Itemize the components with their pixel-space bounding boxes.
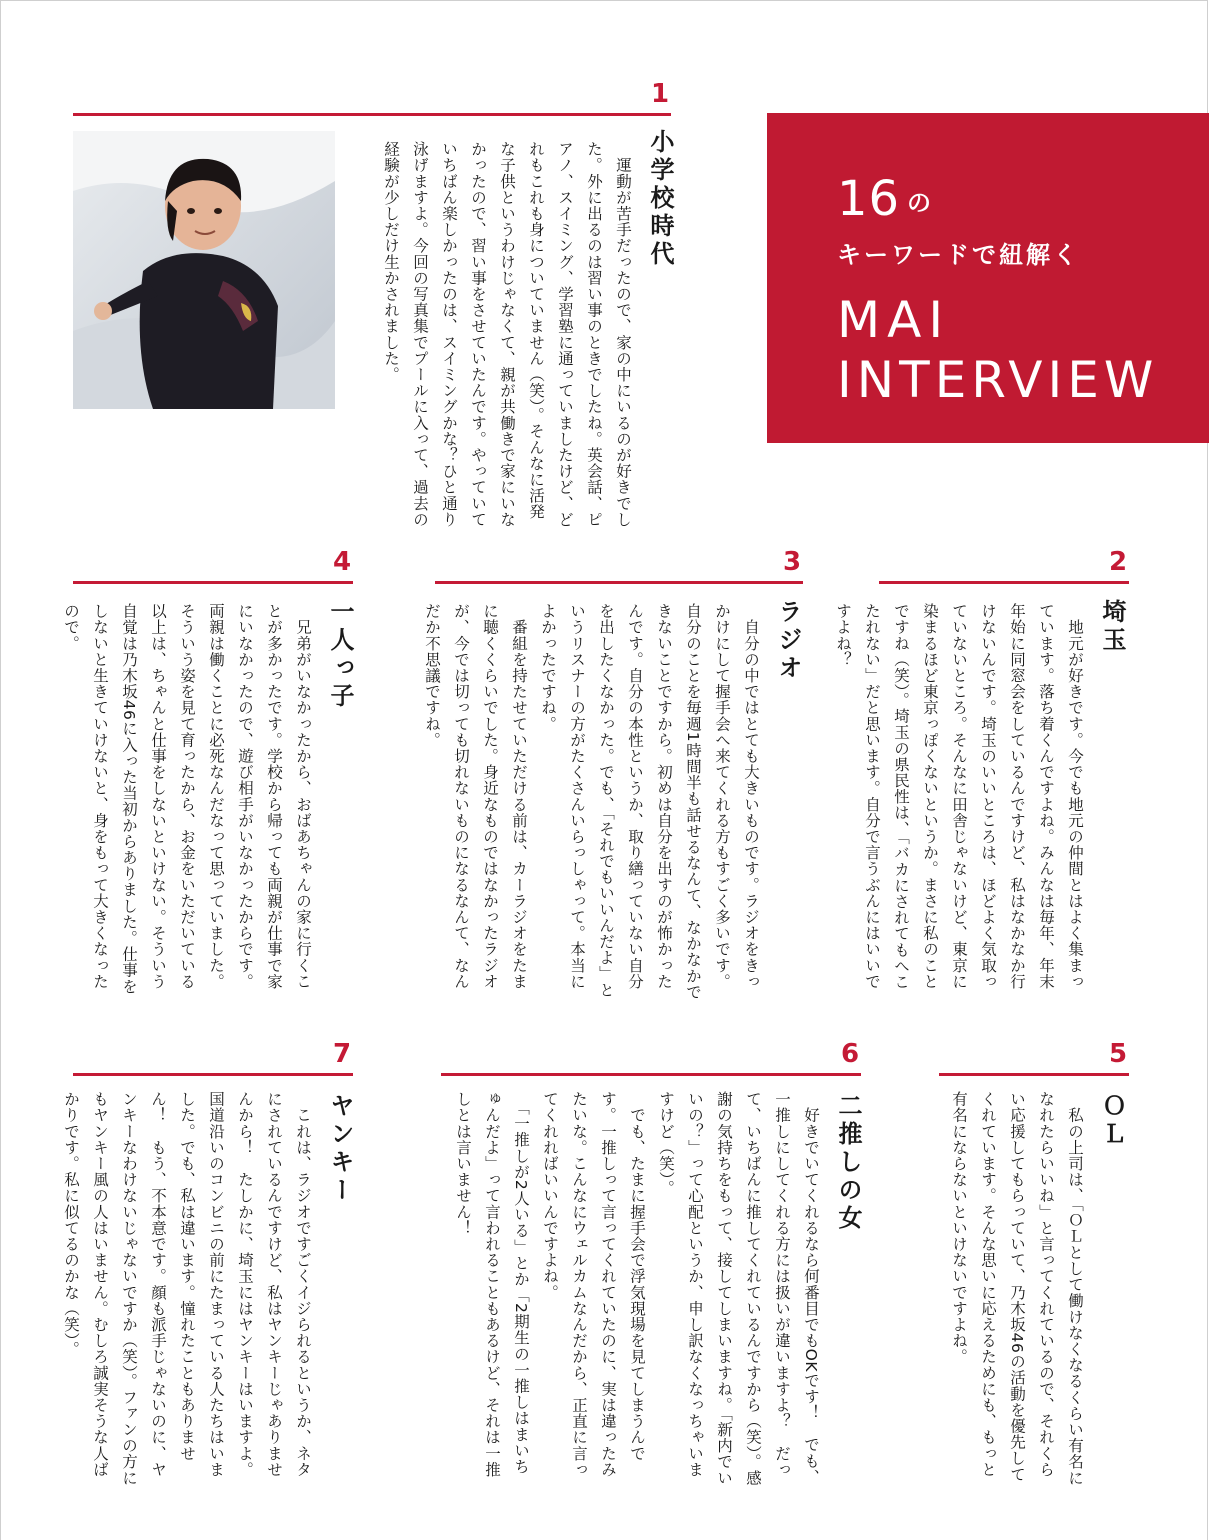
section-rule bbox=[879, 581, 1129, 584]
childhood-photo-icon bbox=[73, 131, 335, 409]
title-line-mai: MAI bbox=[837, 291, 951, 349]
section-title: ヤンキー bbox=[326, 1093, 354, 1205]
section-rule bbox=[939, 1073, 1129, 1076]
section-number: 6 bbox=[841, 1039, 860, 1069]
section-number: 4 bbox=[333, 547, 352, 577]
section-body: これは、ラジオですごくイジられるというか、ネタにされているんですけど、私はヤンキーじゃありませんから！ たしかに、埼玉にはヤンキーはいますよ。国道沿いのコンビニの前にたまっている人たちはいました。でも、私は違います。憧れたこともありません！ もう、不本意です。顔も派手じゃないのに、ヤンキーなわけないじゃないですか（笑）。ファンの方にもヤンキー風の人はいません。むしろ誠実そうな人ばかりです。私に似てるのかな（笑）。 bbox=[62, 1091, 312, 1486]
section-title: 二推しの女 bbox=[834, 1093, 862, 1233]
section-body: 地元が好きです。今でも地元の仲間とはよく集まっています。落ち着くんですよね。みんなは毎年、年末年始に同窓会をしているんですけど、私はなかなか行けないんです。埼玉のいいところは、ほどよく気取っていないところ。そんなに田舎じゃないけど、東京に染まるほど東京っぽくないというか。まさに私のことですね（笑）。埼玉の県民性は、「バカにされてもへこたれない」だと思います。自分で言うぶんにはいいですよね？ bbox=[834, 603, 1084, 990]
section-title: 埼玉 bbox=[1098, 599, 1126, 655]
section-number: 3 bbox=[783, 547, 802, 577]
section-title: 一人っ子 bbox=[326, 599, 354, 711]
section-rule bbox=[73, 113, 671, 116]
section-number: 1 bbox=[651, 79, 670, 109]
title-no: の bbox=[907, 189, 931, 217]
childhood-photo bbox=[73, 131, 335, 409]
section-number: 5 bbox=[1109, 1039, 1128, 1069]
title-box bbox=[767, 113, 1209, 443]
section-title: ラジオ bbox=[774, 599, 802, 683]
section-rule bbox=[441, 1073, 861, 1076]
section-title: ＯＬ bbox=[1098, 1093, 1126, 1149]
section-body: 兄弟がいなかったから、おばあちゃんの家に行くことが多かったです。学校から帰っても両親が仕事で家にいなかったので、遊び相手がいなかったからです。両親は働くことに必死なんだなって思っていました。そういう姿を見て育ったから、お金をいただいている以上は、ちゃんと仕事をしないといけない。そういう自覚は乃木坂46に入った当初からありました。仕事をしないと生きていけないと、身をもって大きくなったので。 bbox=[62, 603, 312, 995]
title-line-interview: INTERVIEW bbox=[837, 351, 1159, 409]
section-body: 好きでいてくれるなら何番目でもOKです！ でも、一推しにしてくれる方には扱いが違いますよ？ だって、いちばんに推してくれているんですから（笑）。感謝の気持ちをもって、接してしまいますね。「新内でいいの？」って心配というか、申し訳なくなっちゃいますけど（笑）。 でも、たまに握手会で浮気現場を見てしまうんです。一推しって言ってくれていたのに、実は違ったみたいな。こんなにウェルカムなんだから、正直に言ってくれればいいんですよね。 「一推しが2人いる」とか「2期生の一推しはまいちゅんだよ」って言われることもあるけど、それは一推しとは言いません！ bbox=[454, 1091, 820, 1486]
title-number: 16 bbox=[837, 171, 901, 227]
section-number: 7 bbox=[333, 1039, 352, 1069]
title-subtitle: キーワードで紐解く bbox=[837, 241, 1080, 269]
section-body: 自分の中ではとても大きいものです。ラジオをきっかけにして握手会へ来てくれる方もすごく多いです。自分のことを毎週1時間半も話せるなんて、なかなかできないことですから。初めは自分を出すのが怖かったんです。自分の本性というか、取り繕っていない自分を出したくなかった。でも、「それでもいいんだよ」というリスナーの方がたくさんいらっしゃって。本当によかったですね。 番組を持たせていただける前は、カーラジオをたまに聴くくらいでした。身近なものではなかったラジオが、今では切っても切れないものになるなんて、なんだか不思議ですね。 bbox=[423, 603, 760, 1000]
section-title: 小学校時代 bbox=[646, 129, 674, 269]
section-body: 私の上司は、「ＯＬとして働けなくなるくらい有名になれたらいいね」と言ってくれているので、それくらい応援してもらっていて、乃木坂46の活動を優先してくれています。そんな思いに応えるためにも、もっと有名にならないといけないですよね。 bbox=[950, 1091, 1084, 1486]
section-rule bbox=[73, 1073, 353, 1076]
section-rule bbox=[73, 581, 353, 584]
section-number: 2 bbox=[1109, 547, 1128, 577]
section-rule bbox=[435, 581, 803, 584]
section-body: 運動が苦手だったので、家の中にいるのが好きでした。外に出るのは習い事のときでしたね。英会話、ピアノ、スイミング、学習塾に通っていましたけど、どれもこれも身についていません（笑）。そんなに活発な子供というわけじゃなくて、親が共働きで家にいなかったので、習い事をさせていたんです。やっていていちばん楽しかったのは、スイミングかな？ひと通り泳げますよ。今回の写真集でプールに入って、過去の経験が少しだけ生かされました。 bbox=[382, 141, 632, 528]
